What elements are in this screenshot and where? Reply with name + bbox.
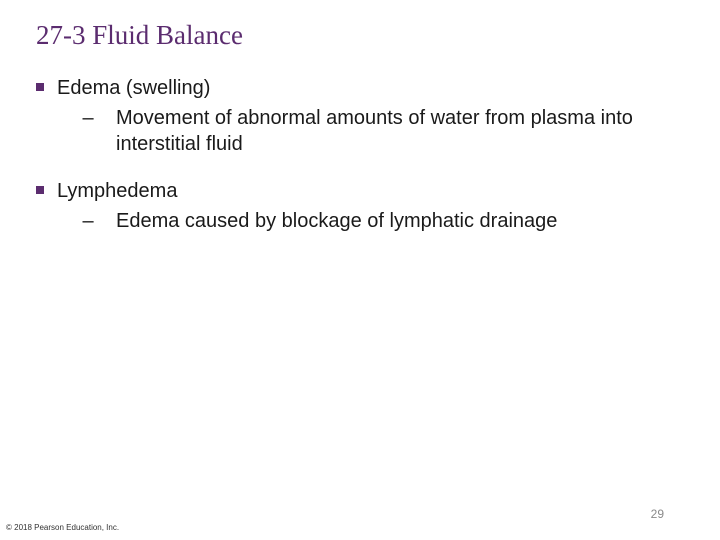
sub-bullet-list (57, 208, 696, 234)
slide-title: 27-3 Fluid Balance (36, 20, 243, 50)
bullet-text: Edema (swelling) (57, 77, 211, 99)
sub-bullet-item (57, 105, 696, 157)
dash-bullet-icon: – (82, 210, 94, 232)
square-bullet-icon (36, 83, 44, 91)
bullet-item-edema (36, 74, 696, 157)
sub-bullet-list (57, 105, 696, 157)
page-number: 29 (650, 507, 664, 521)
dash-bullet-icon: – (82, 107, 94, 129)
bullet-item-lymphedema (36, 177, 696, 234)
sub-bullet-text: Edema caused by blockage of lymphatic drainage (116, 210, 558, 232)
sub-bullet-item (57, 208, 696, 234)
bullet-text: Lymphedema (57, 180, 178, 202)
square-bullet-icon (36, 186, 44, 194)
bullet-list (36, 74, 696, 254)
copyright-notice: © 2018 Pearson Education, Inc. (6, 523, 120, 532)
sub-bullet-text: Movement of abnormal amounts of water from plasma into interstitial fluid (116, 107, 633, 155)
